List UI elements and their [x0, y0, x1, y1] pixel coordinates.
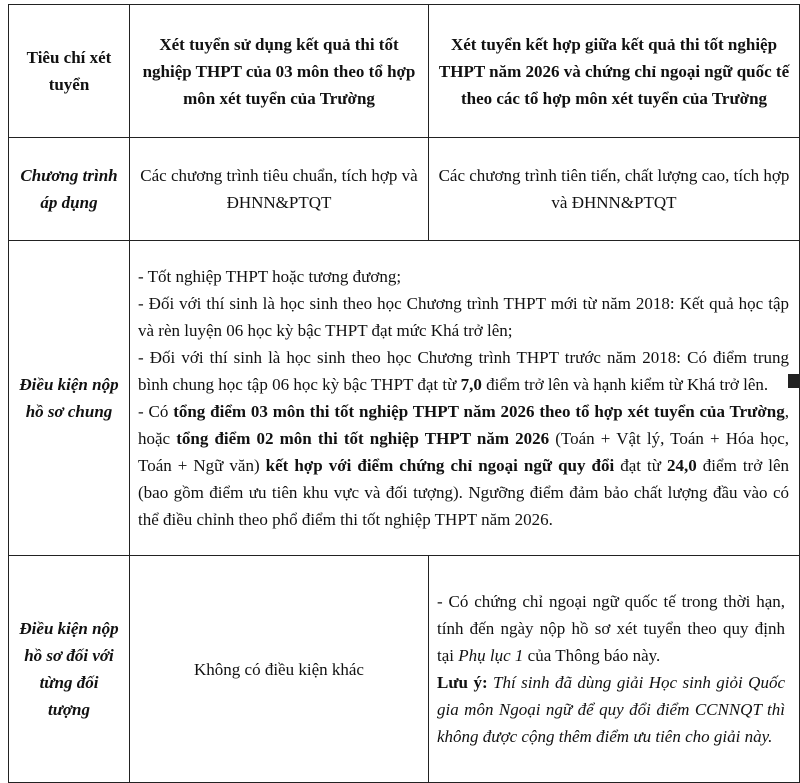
- condition-item-3: - Đối với thí sinh là học sinh theo học Chương trình THPT trước năm 2018: Có điểm trung bình chung học tập 06 học kỳ bậc THPT đạt từ 7,0 điểm trở lên và hạnh kiểm từ Khá trở lên.: [138, 348, 789, 394]
- program-row: [9, 138, 800, 241]
- program-combined: Các chương trình tiên tiến, chất lượng cao, tích hợp và ĐHNN&PTQT: [429, 138, 800, 241]
- condition-item-1: - Tốt nghiệp THPT hoặc tương đương;: [138, 267, 402, 286]
- general-conditions-body: [130, 241, 800, 556]
- header-row: [9, 5, 800, 138]
- header-method-combined: Xét tuyển kết hợp giữa kết quả thi tốt nghiệp THPT năm 2026 và chứng chỉ ngoại ngữ quốc tế theo các tổ hợp môn xét tuyển của Trường: [429, 5, 800, 138]
- program-exam: Các chương trình tiêu chuẩn, tích hợp và ĐHNN&PTQT: [130, 138, 429, 241]
- header-method-exam: Xét tuyển sử dụng kết quả thi tốt nghiệp THPT của 03 môn theo tổ hợp môn xét tuyển của Trường: [130, 5, 429, 138]
- header-criteria: Tiêu chí xét tuyển: [9, 5, 130, 138]
- certificate-requirement: - Có chứng chỉ ngoại ngữ quốc tế trong thời hạn, tính đến ngày nộp hồ sơ xét tuyển theo quy định tại Phụ lục 1 của Thông báo này.: [437, 592, 785, 665]
- admission-criteria-table: [8, 4, 800, 783]
- general-conditions-row: [9, 241, 800, 556]
- condition-item-4: - Có tổng điểm 03 môn thi tốt nghiệp THPT năm 2026 theo tổ hợp xét tuyển của Trường, hoặc tổng điểm 02 môn thi tốt nghiệp THPT năm 2026 (Toán + Vật lý, Toán + Hóa học, Toán + Ngữ văn) kết hợp với điểm chứng chỉ ngoại ngữ quy đổi đạt từ 24,0 điểm trở lên (bao gồm điểm ưu tiên khu vực và đối tượng). Ngưỡng điểm đảm bảo chất lượng đầu vào có thể điều chỉnh theo phổ điểm thi tốt nghiệp THPT năm 2026.: [138, 402, 790, 529]
- object-exam: Không có điều kiện khác: [130, 556, 429, 783]
- object-combined: [429, 556, 800, 783]
- program-label: Chương trình áp dụng: [9, 138, 130, 241]
- page-edge-marker: [788, 374, 800, 388]
- general-conditions-label: Điều kiện nộp hồ sơ chung: [9, 241, 130, 556]
- condition-item-2: - Đối với thí sinh là học sinh theo học Chương trình THPT mới từ năm 2018: Kết quả học tập và rèn luyện 06 học kỳ bậc THPT đạt mức Khá trở lên;: [138, 294, 789, 340]
- object-conditions-row: [9, 556, 800, 783]
- object-conditions-label: Điều kiện nộp hồ sơ đối với từng đối tượng: [9, 556, 130, 783]
- note: Lưu ý: Thí sinh đã dùng giải Học sinh giỏi Quốc gia môn Ngoại ngữ để quy đổi điểm CCNNQT thì không được cộng thêm điểm ưu tiên cho giải này.: [437, 673, 785, 746]
